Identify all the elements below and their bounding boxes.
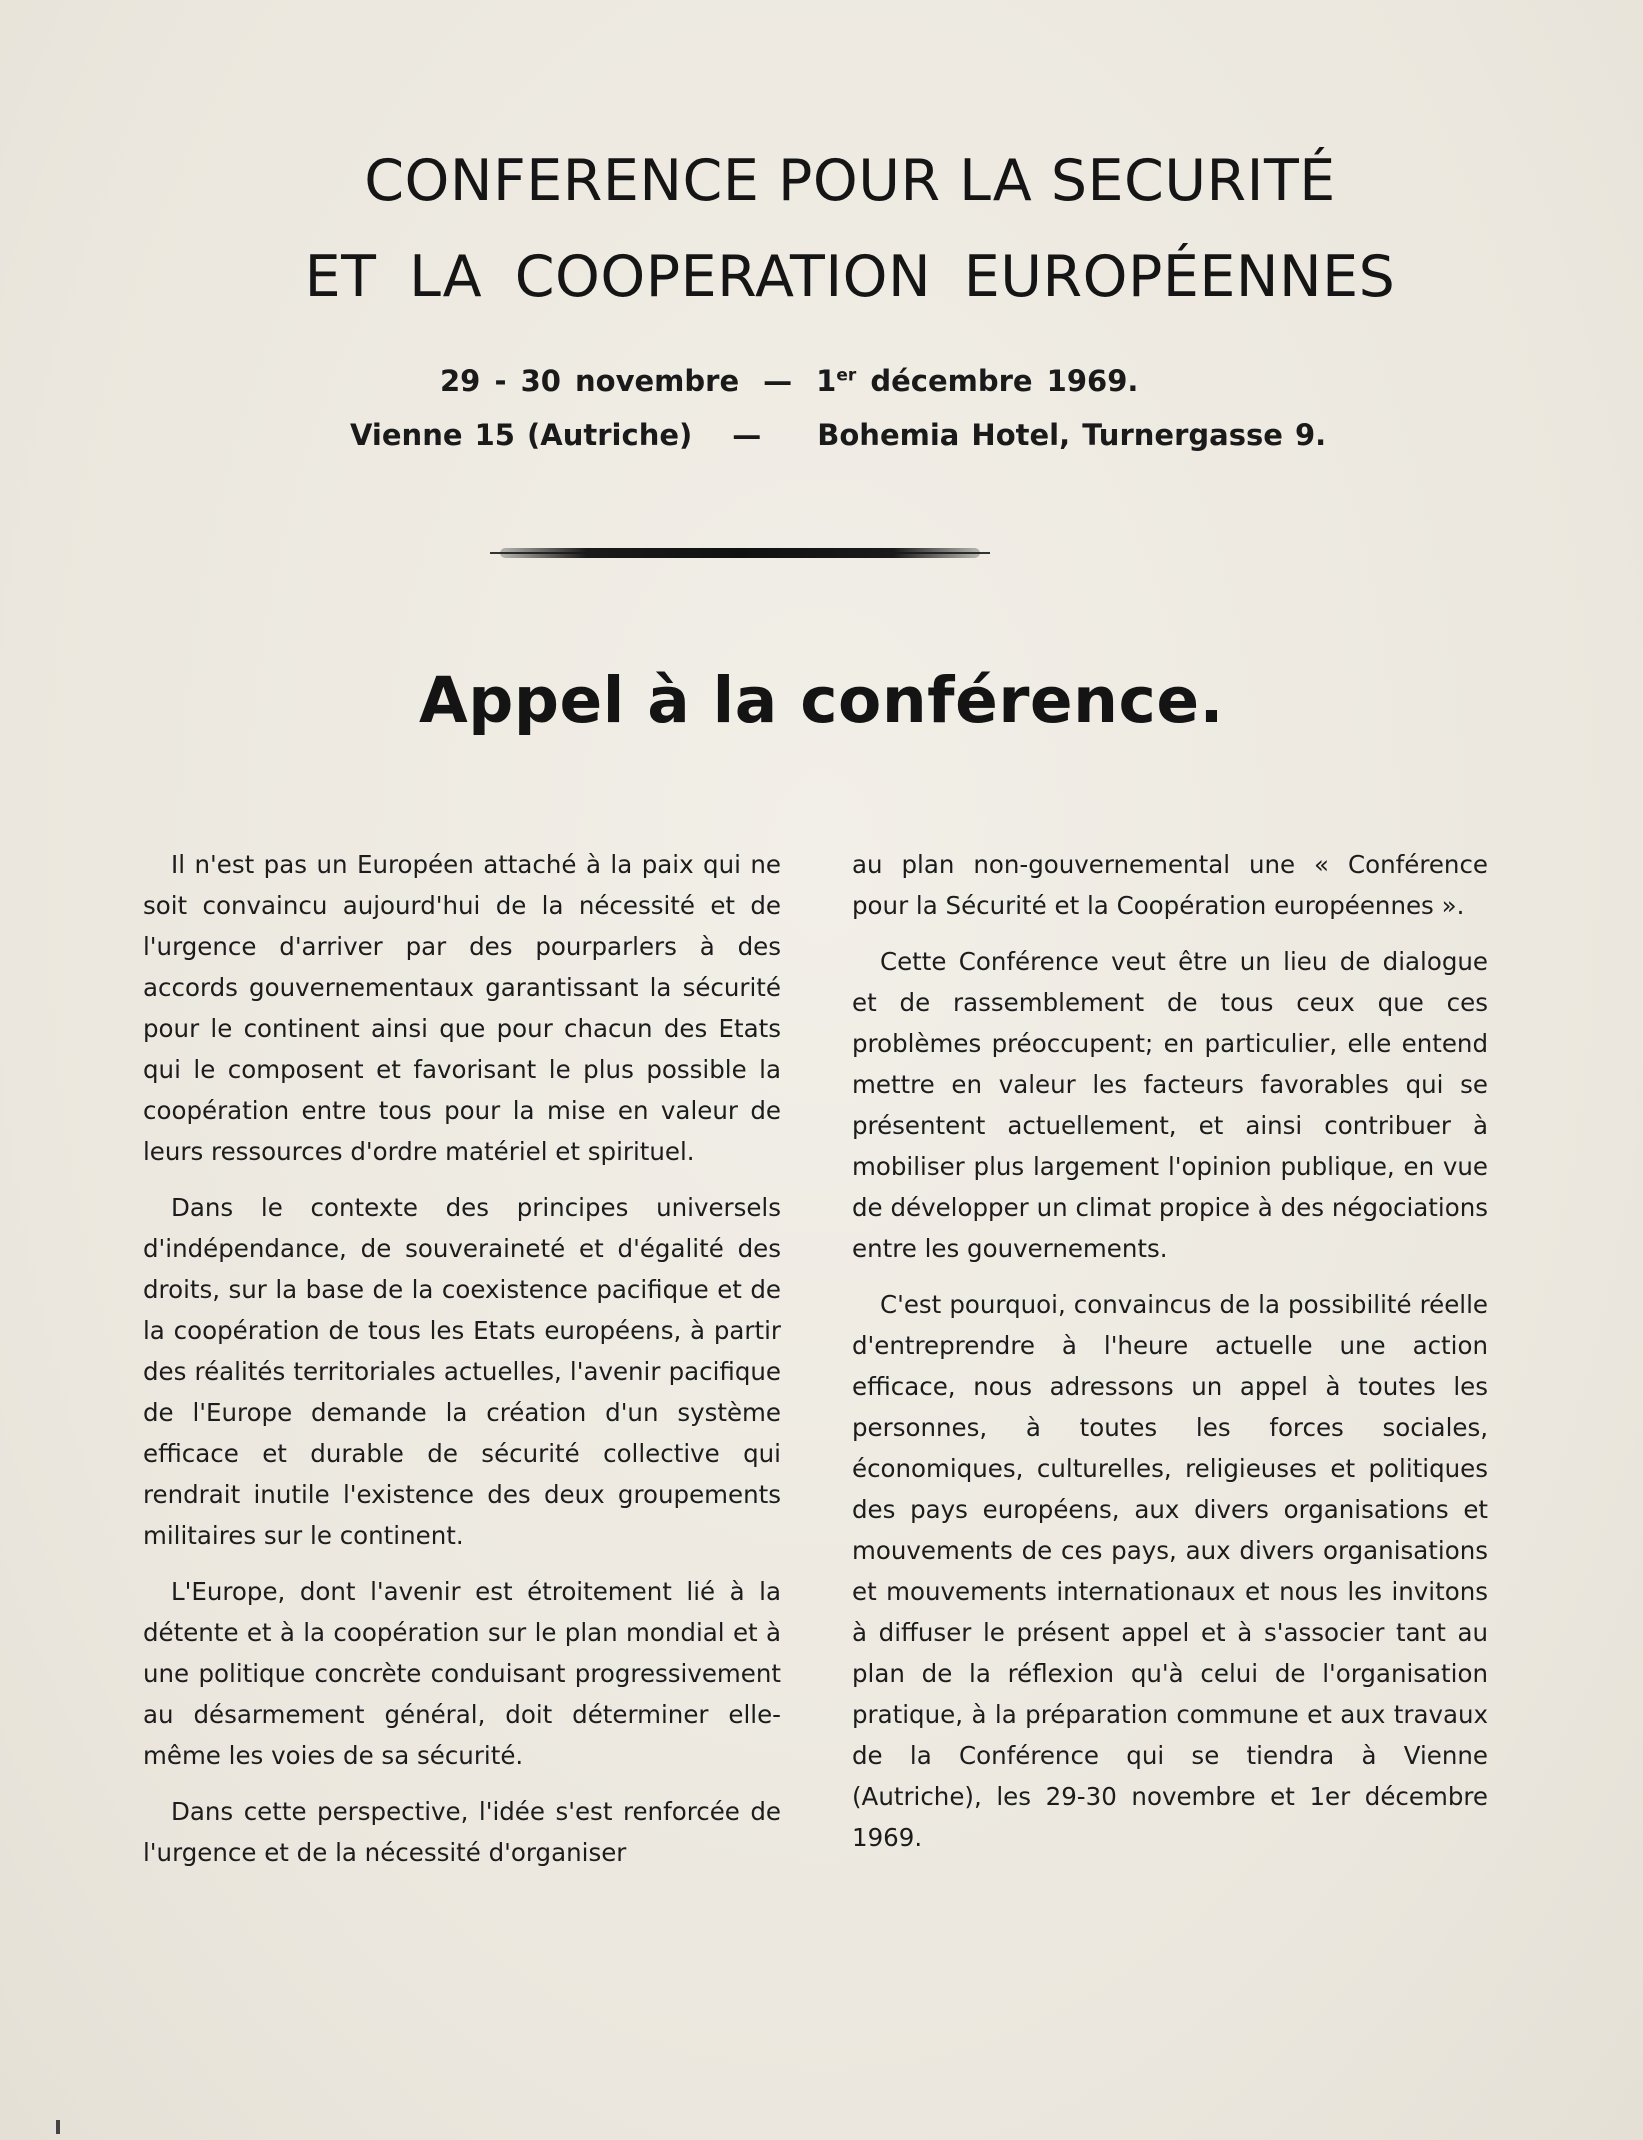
- left-paragraph-4: Dans cette perspective, l'idée s'est renforcée de l'urgence et de la nécessité d'organiser: [143, 1797, 781, 1867]
- left-column: [143, 844, 781, 1888]
- place-part-2: Bohemia Hotel, Turnergasse 9.: [817, 418, 1327, 452]
- right-paragraph-1: Cette Conférence veut être un lieu de dialogue et de rassemblement de tous ceux que ces problèmes préoccupent; en particulier, elle entend mettre en valeur les facteurs favorables qui se présentent actuellement, et ainsi contribuer à mobiliser plus largement l'opinion publique, en vue de développer un climat propice à des négociations entre les gouvernements.: [852, 947, 1488, 1263]
- title-line-2: ET LA COOPERATION EUROPÉENNES: [304, 244, 1396, 310]
- conference-place: [350, 418, 1326, 452]
- dates-dash: —: [763, 364, 793, 398]
- right-column: [852, 844, 1488, 1873]
- place-part-1: Vienne 15 (Autriche): [350, 418, 693, 452]
- appeal-heading: Appel à la conférence.: [419, 664, 1224, 737]
- dates-part-2-sup: er: [836, 365, 857, 386]
- right-paragraph-2: C'est pourquoi, convaincus de la possibilité réelle d'entreprendre à l'heure actuelle une action efficace, nous adressons un appel à toutes les personnes, à toutes les forces sociales, économiques, culturelles, religieuses et politiques des pays européens, aux divers organisations et mouvements de ces pays, aux divers organisations et mouvements internationaux et nous les invitons à diffuser le présent appel et à s'associer tant au plan de la réflexion qu'à celui de l'organisation pratique, à la préparation commune et aux travaux de la Conférence qui se tiendra à Vienne (Autriche), les 29-30 novembre et 1er décembre 1969.: [852, 1290, 1488, 1852]
- dates-part-2-suffix: décembre 1969.: [856, 364, 1139, 398]
- place-dash: —: [732, 418, 762, 452]
- divider-rule: [500, 548, 980, 558]
- title-line-1: CONFERENCE POUR LA SECURITÉ: [364, 148, 1336, 214]
- right-paragraph-continued: au plan non-gouvernemental une « Conférence pour la Sécurité et la Coopération européennes ».: [852, 850, 1488, 920]
- left-paragraph-3: L'Europe, dont l'avenir est étroitement lié à la détente et à la coopération sur le plan mondial et à une politique concrète conduisant progressivement au désarmement général, doit déterminer elle-même les voies de sa sécurité.: [143, 1577, 781, 1770]
- left-paragraph-1: Il n'est pas un Européen attaché à la paix qui ne soit convaincu aujourd'hui de la nécessité et de l'urgence d'arriver par des pourparlers à des accords gouvernementaux garantissant la sécurité pour le continent ainsi que pour chacun des Etats qui le composent et favorisant le plus possible la coopération entre tous pour la mise en valeur de leurs ressources d'ordre matériel et spirituel.: [143, 850, 781, 1166]
- page-edge-mark: [56, 2120, 60, 2134]
- dates-part-2-prefix: 1: [816, 364, 837, 398]
- left-paragraph-2: Dans le contexte des principes universels d'indépendance, de souveraineté et d'égalité des droits, sur la base de la coexistence pacifique et de la coopération de tous les Etats européens, à partir des réalités territoriales actuelles, l'avenir pacifique de l'Europe demande la création d'un système efficace et durable de sécurité collective qui rendrait inutile l'existence des deux groupements militaires sur le continent.: [143, 1193, 781, 1550]
- dates-part-1: 29 - 30 novembre: [440, 364, 740, 398]
- conference-dates: [440, 364, 1138, 398]
